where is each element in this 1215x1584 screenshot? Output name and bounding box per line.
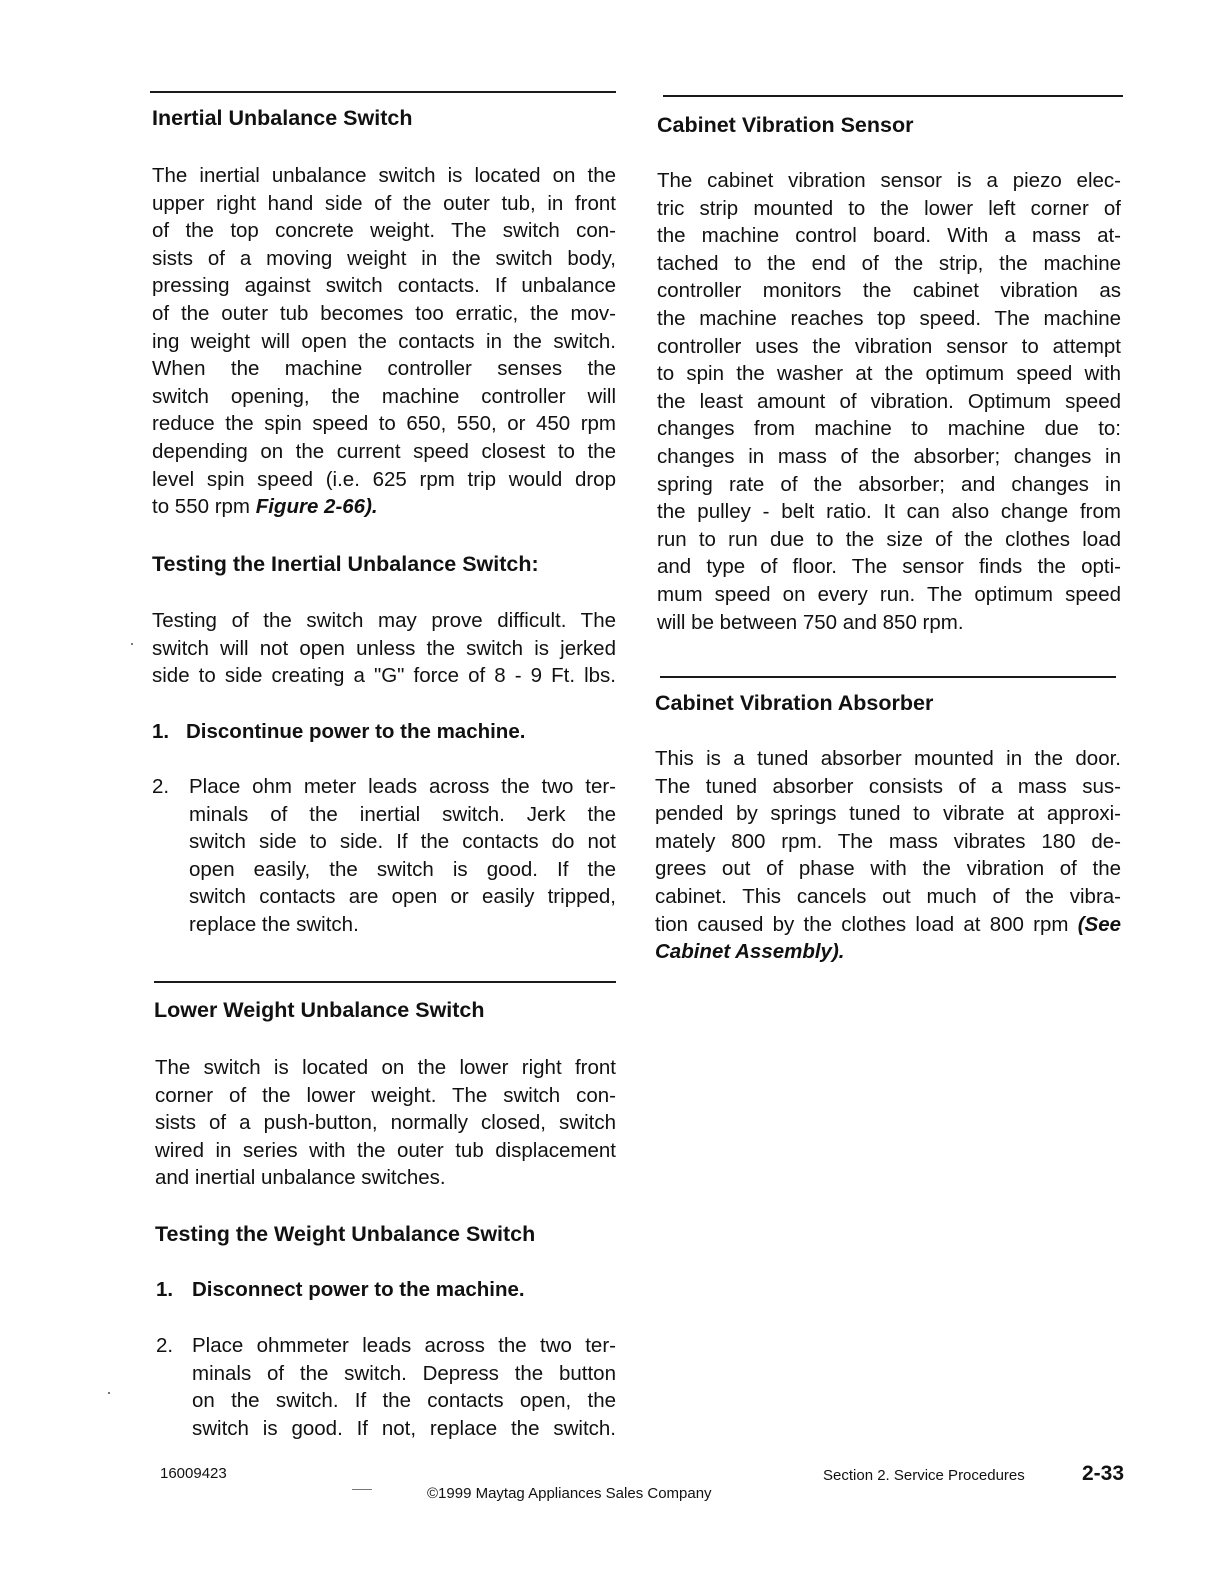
text-line (655, 911, 1121, 939)
text-line: switch side to side. If the contacts do not (189, 830, 616, 854)
scan-artifact (108, 1392, 110, 1394)
text-line: ing weight will open the contacts in the switch. (152, 329, 616, 353)
text-line: Place ohmmeter leads across the two ter- (192, 1334, 616, 1357)
section-heading-inertial-unbalance-switch: Inertial Unbalance Switch (152, 106, 413, 130)
section-title: Section 2. Service Procedures (823, 1467, 1025, 1484)
section-rule (663, 95, 1123, 97)
step-text: Disconnect power to the machine. (192, 1278, 525, 1301)
text-line: and inertial unbalance switches. (155, 1166, 446, 1190)
text-fragment: to 550 rpm (152, 495, 256, 519)
text-line: replace the switch. (189, 912, 359, 936)
text-line: corner of the lower weight. The switch con- (155, 1083, 616, 1107)
section-heading-testing-weight-unbalance-switch: Testing the Weight Unbalance Switch (155, 1222, 536, 1246)
text-line: wired in series with the outer tub displacement (155, 1138, 616, 1162)
text-line: controller monitors the cabinet vibration as (657, 279, 1121, 303)
text-line: reduce the spin speed to 650, 550, or 450 rpm (152, 412, 616, 436)
text-line: the machine control board. With a mass at- (657, 224, 1121, 248)
section-rule (660, 676, 1116, 678)
text-line: tached to the end of the strip, the machine (657, 251, 1121, 275)
section-heading-cabinet-vibration-absorber: Cabinet Vibration Absorber (655, 691, 934, 715)
paragraph-testing-inertial-switch (152, 607, 616, 690)
text-line: pended by springs tuned to vibrate at approxi- (655, 802, 1121, 826)
text-line: on the switch. If the contacts open, the (192, 1389, 616, 1413)
text-line: the machine reaches top speed. The machine (657, 306, 1121, 330)
text-line: open easily, the switch is good. If the (189, 857, 616, 881)
paragraph-cabinet-vibration-sensor (657, 167, 1121, 636)
text-line: will be between 750 and 850 rpm. (657, 610, 964, 634)
scan-artifact (352, 1489, 372, 1490)
step-text (192, 1332, 616, 1442)
text-line: depending on the current speed closest to the (152, 439, 616, 463)
text-line: This is a tuned absorber mounted in the door. (655, 747, 1121, 770)
scan-artifact (131, 643, 133, 645)
text-line: switch is good. If not, replace the switch. (192, 1416, 616, 1440)
text-line: The switch is located on the lower right front (155, 1056, 616, 1079)
text-line: controller uses the vibration sensor to attempt (657, 334, 1121, 358)
text-line: and type of floor. The sensor finds the opti- (657, 555, 1121, 579)
step-number: 2. (156, 1334, 174, 1357)
step-text (189, 773, 616, 939)
step-1-discontinue-power (152, 718, 616, 746)
text-line: of the outer tub becomes too erratic, the mov- (152, 301, 616, 325)
text-line: the least amount of vibration. Optimum speed (657, 389, 1121, 413)
text-line: run to run due to the size of the clothes load (657, 527, 1121, 551)
text-line: sists of a moving weight in the switch body, (152, 246, 616, 270)
text-line: grees out of phase with the vibration of the (655, 857, 1121, 881)
text-line: Testing of the switch may prove difficult. The (152, 609, 616, 632)
text-line: switch will not open unless the switch is jerked (152, 636, 616, 660)
text-line (655, 938, 1121, 966)
figure-reference-link[interactable]: Figure 2-66). (255, 495, 378, 519)
text-line: side to side creating a "G" force of 8 - 9 Ft. lbs. (152, 664, 616, 688)
paragraph-cabinet-vibration-absorber (655, 745, 1121, 966)
text-line: of the top concrete weight. The switch con- (152, 219, 616, 243)
text-line: switch contacts are open or easily tripped, (189, 885, 616, 909)
text-line: minals of the switch. Depress the button (192, 1361, 616, 1385)
text-line: sists of a push-button, normally closed, switch (155, 1111, 616, 1135)
text-line: The inertial unbalance switch is located on the (152, 164, 616, 187)
text-line: The tuned absorber consists of a mass sus- (655, 774, 1121, 798)
text-line: minals of the inertial switch. Jerk the (189, 802, 616, 826)
section-rule (150, 91, 616, 93)
copyright-notice: ©1999 Maytag Appliances Sales Company (427, 1485, 712, 1502)
text-line: upper right hand side of the outer tub, in front (152, 191, 616, 215)
page-number: 2-33 (1082, 1462, 1125, 1485)
text-line: mately 800 rpm. The mass vibrates 180 de- (655, 829, 1121, 853)
text-line: changes in mass of the absorber; changes in (657, 444, 1121, 468)
text-line: changes from machine to machine due to: (657, 417, 1121, 441)
section-heading-lower-weight-unbalance-switch: Lower Weight Unbalance Switch (154, 998, 485, 1022)
text-line: level spin speed (i.e. 625 rpm trip would drop (152, 467, 616, 491)
text-line: to spin the washer at the optimum speed with (657, 362, 1121, 386)
step-number: 1. (152, 720, 170, 743)
text-fragment: tion caused by the clothes load at 800 rpm (655, 912, 1078, 936)
text-line: cabinet. This cancels out much of the vibra- (655, 884, 1121, 908)
text-line: tric strip mounted to the lower left corner of (657, 196, 1121, 220)
text-line: The cabinet vibration sensor is a piezo elec- (657, 169, 1121, 192)
step-2-ohmmeter-test (156, 1332, 616, 1444)
paragraph-inertial-unbalance-switch (152, 162, 616, 521)
text-line: the pulley - belt ratio. It can also change from (657, 500, 1121, 524)
cabinet-assembly-reference-link[interactable]: (See (1077, 912, 1121, 936)
step-2-ohm-meter-test (152, 773, 616, 943)
step-text: Discontinue power to the machine. (186, 720, 526, 743)
document-number: 16009423 (160, 1465, 227, 1482)
paragraph-lower-weight-unbalance-switch (155, 1054, 616, 1192)
step-number: 1. (156, 1278, 174, 1301)
text-line: When the machine controller senses the (152, 357, 616, 381)
text-line: spring rate of the absorber; and changes in (657, 472, 1121, 496)
text-line: mum speed on every run. The optimum speed (657, 582, 1121, 606)
cabinet-assembly-reference-link[interactable]: Cabinet Assembly). (655, 940, 845, 964)
step-number: 2. (152, 775, 170, 798)
text-line: Place ohm meter leads across the two ter- (189, 775, 616, 798)
text-line: switch opening, the machine controller will (152, 384, 616, 408)
text-line (152, 493, 616, 521)
section-rule (154, 981, 616, 983)
step-1-disconnect-power (156, 1276, 616, 1304)
section-heading-cabinet-vibration-sensor: Cabinet Vibration Sensor (657, 113, 914, 137)
text-line: pressing against switch contacts. If unbalance (152, 274, 616, 298)
section-heading-testing-inertial-switch: Testing the Inertial Unbalance Switch: (152, 552, 539, 576)
